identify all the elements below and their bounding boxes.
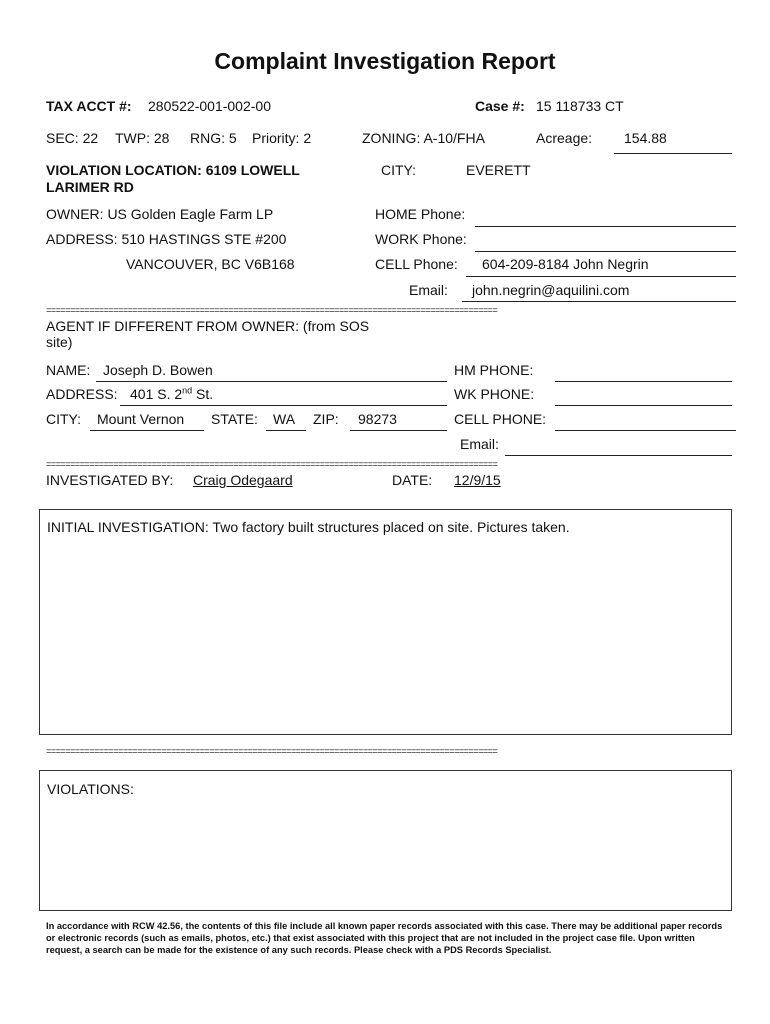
footer-disclaimer: In accordance with RCW 42.56, the contents of this file include all known paper records associated with this case. There may be additional paper records or electronic records (such as emails, photos, etc.) that exist associated with this project that are not included in the project case file. Upon written request, a search can be made for the existence of any such records. Please check with a PDS Records Specialist. [46, 921, 723, 955]
case-value: 15 118733 CT [536, 98, 624, 114]
separator-2: ============================================================================================== [46, 460, 498, 470]
owner-field: OWNER: US Golden Eagle Farm LP [46, 206, 274, 222]
agent-cell-phone-label: CELL PHONE: [454, 411, 547, 427]
city-value: EVERETT [466, 162, 531, 178]
agent-name-label: NAME: [46, 362, 91, 378]
agent-state-label: STATE: [211, 411, 258, 427]
email-label: Email: [409, 282, 448, 298]
investigated-by-label: INVESTIGATED BY: [46, 472, 174, 488]
acreage-underline [614, 153, 732, 154]
violations-box [39, 770, 732, 911]
date-label: DATE: [392, 472, 433, 488]
agent-hm-phone-underline [555, 381, 732, 382]
owner-address-line2: VANCOUVER, BC V6B168 [126, 256, 295, 272]
date-value: 12/9/15 [454, 472, 501, 488]
agent-state-underline [266, 430, 306, 431]
home-phone-label: HOME Phone: [375, 206, 466, 222]
agent-city-label: CITY: [46, 411, 82, 427]
work-phone-underline [475, 251, 736, 252]
cell-phone-underline [466, 276, 736, 277]
violations-label: VIOLATIONS: [47, 781, 134, 797]
rng-field: RNG: 5 [190, 130, 237, 146]
agent-wk-phone-underline [555, 405, 732, 406]
page-title: Complaint Investigation Report [214, 48, 556, 74]
home-phone-underline [475, 226, 736, 227]
agent-name-value: Joseph D. Bowen [103, 362, 213, 378]
agent-wk-phone-label: WK PHONE: [454, 386, 535, 402]
initial-investigation-text: INITIAL INVESTIGATION: Two factory built structures placed on site. Pictures taken. [47, 519, 570, 535]
separator-1: ============================================================================================== [46, 306, 498, 316]
case-label: Case #: [475, 98, 525, 114]
agent-email-underline [505, 455, 732, 456]
work-phone-label: WORK Phone: [375, 231, 467, 247]
agent-heading-line2: site) [46, 334, 73, 350]
agent-email-label: Email: [460, 436, 499, 452]
agent-address-underline [120, 405, 447, 406]
email-underline [462, 301, 736, 302]
city-label: CITY: [381, 162, 417, 178]
agent-city-underline [90, 430, 204, 431]
violation-location-line2: LARIMER RD [46, 179, 134, 195]
zoning-field: ZONING: A-10/FHA [362, 130, 485, 146]
cell-phone-value: 604-209-8184 John Negrin [482, 256, 649, 272]
investigated-by-value: Craig Odegaard [193, 472, 293, 488]
agent-address-label: ADDRESS: [46, 386, 118, 402]
cell-phone-label: CELL Phone: [375, 256, 458, 272]
acreage-label: Acreage: [536, 130, 593, 146]
priority-field: Priority: 2 [252, 130, 312, 146]
twp-field: TWP: 28 [115, 130, 170, 146]
agent-zip-label: ZIP: [313, 411, 339, 427]
sec-field: SEC: 22 [46, 130, 99, 146]
tax-acct-label: TAX ACCT #: [46, 98, 132, 114]
violation-location-label: VIOLATION LOCATION: 6109 LOWELL [46, 162, 300, 178]
agent-zip-value: 98273 [358, 411, 397, 427]
agent-heading-line1: AGENT IF DIFFERENT FROM OWNER: (from SOS [46, 318, 370, 334]
initial-investigation-box [39, 509, 732, 735]
agent-address-value: 401 S. 2nd St. [130, 385, 214, 402]
agent-cell-phone-underline [555, 430, 736, 431]
owner-address-line1: ADDRESS: 510 HASTINGS STE #200 [46, 231, 287, 247]
agent-name-underline [96, 381, 447, 382]
acreage-value: 154.88 [624, 130, 667, 146]
agent-hm-phone-label: HM PHONE: [454, 362, 534, 378]
agent-city-value: Mount Vernon [97, 411, 185, 427]
tax-acct-value: 280522-001-002-00 [148, 98, 271, 114]
email-value: john.negrin@aquilini.com [472, 282, 630, 298]
separator-3: ============================================================================================== [46, 747, 498, 757]
agent-zip-underline [350, 430, 447, 431]
agent-state-value: WA [273, 411, 296, 427]
